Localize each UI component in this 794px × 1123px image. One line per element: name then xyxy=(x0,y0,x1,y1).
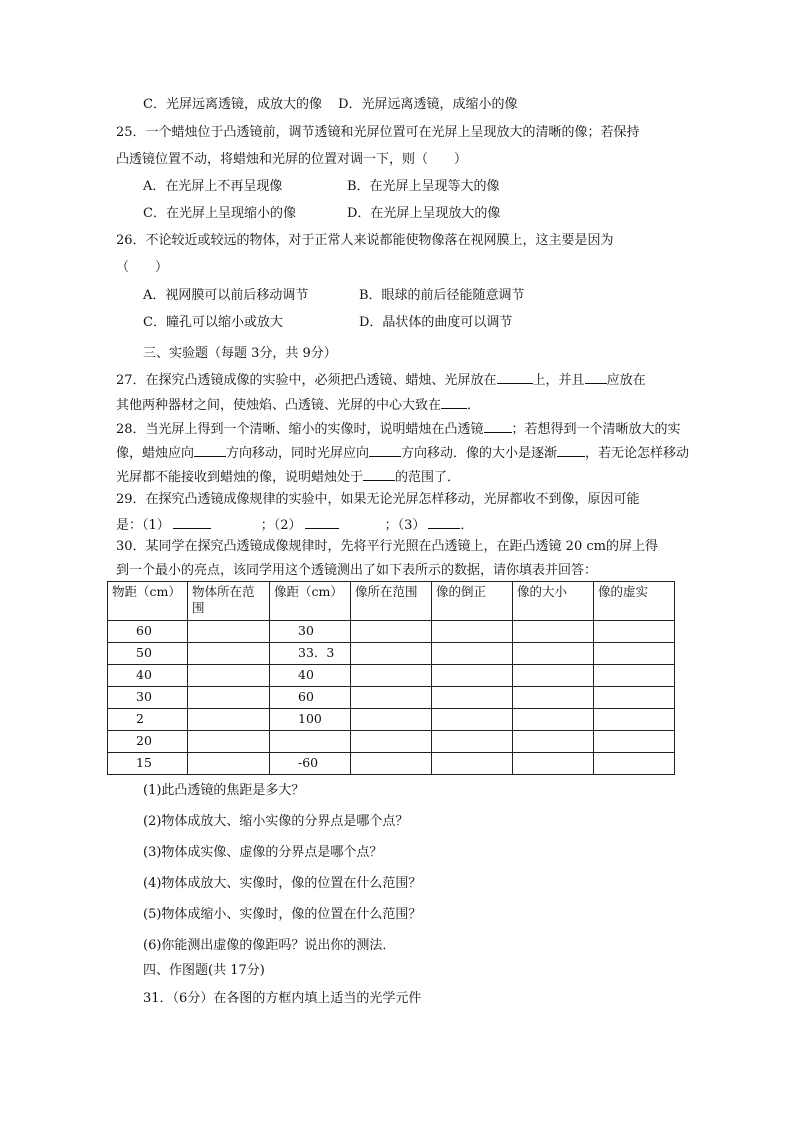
q28-blank-3 xyxy=(369,445,401,457)
q29-line1: 29．在探究凸透镜成像规律的实验中，如果无论光屏怎样移动，光屏都收不到像，原因可能 xyxy=(116,492,640,507)
q30-sub-2: (2)物体成放大、缩小实像的分界点是哪个点？ xyxy=(143,814,409,829)
cell-image-range xyxy=(351,753,432,775)
cell-object-distance: 2 xyxy=(108,709,188,731)
q29-text-4: ． xyxy=(460,518,474,533)
cell-object-range xyxy=(188,687,270,709)
cell-image-orientation xyxy=(432,709,513,731)
q27-blank-2 xyxy=(585,372,607,384)
cell-image-nature xyxy=(594,731,675,753)
q27-blank-1 xyxy=(497,372,533,384)
cell-object-range xyxy=(188,709,270,731)
q26-stem-line1: 26．不论较近或较远的物体，对于正常人来说都能使物像落在视网膜上，这主要是因为 xyxy=(116,233,614,248)
header-image-nature: 像的虚实 xyxy=(594,582,675,621)
table-row xyxy=(108,731,675,753)
header-image-orientation: 像的倒正 xyxy=(432,582,513,621)
cell-object-distance: 15 xyxy=(108,753,188,775)
cell-image-range xyxy=(351,731,432,753)
cell-object-distance: 20 xyxy=(108,731,188,753)
q24-option-d: D．光屏远离透镜，成缩小的像 xyxy=(338,97,518,112)
q28-text-6: ，若无论怎样移动 xyxy=(585,446,690,461)
cell-image-orientation xyxy=(432,731,513,753)
cell-image-range xyxy=(351,621,432,643)
q27-text-4: 其他两种器材之间，使烛焰、凸透镜、光屏的中心大致在 xyxy=(116,398,442,413)
q27-text-5: ． xyxy=(467,398,481,413)
cell-image-size xyxy=(513,643,594,665)
q28-text-4: 方向移动，同时光屏应向 xyxy=(226,446,370,461)
cell-image-distance: 60 xyxy=(270,687,351,709)
table-row xyxy=(108,753,675,775)
q28-blank-1 xyxy=(484,421,512,433)
cell-object-distance: 40 xyxy=(108,665,188,687)
cell-image-orientation xyxy=(432,643,513,665)
q25-option-a: A．在光屏上不再呈现像 xyxy=(143,179,283,194)
cell-image-range xyxy=(351,709,432,731)
q28-text-7: 光屏都不能接收到蜡烛的像，说明蜡烛处于 xyxy=(116,470,364,485)
q30-sub-1: (1)此凸透镜的焦距是多大？ xyxy=(143,783,305,798)
cell-object-distance: 50 xyxy=(108,643,188,665)
q31-stem: 31．（6分）在各图的方框内填上适当的光学元件 xyxy=(143,991,422,1006)
section4-title: 四、作图题(共 17分) xyxy=(143,963,265,978)
q27-blank-3 xyxy=(441,397,467,409)
q29-blank-3 xyxy=(428,517,460,529)
q28-line3 xyxy=(116,469,460,484)
cell-image-range xyxy=(351,643,432,665)
cell-image-range xyxy=(351,665,432,687)
q28-text-8: 的范围了． xyxy=(395,470,461,485)
cell-image-nature xyxy=(594,665,675,687)
q29-blank-2 xyxy=(305,517,339,529)
q27-line1 xyxy=(116,372,646,387)
cell-image-distance: 30 xyxy=(270,621,351,643)
cell-object-distance: 60 xyxy=(108,621,188,643)
cell-image-distance: 40 xyxy=(270,665,351,687)
cell-image-distance: 100 xyxy=(270,709,351,731)
q25-option-c: C．在光屏上呈现缩小的像 xyxy=(143,206,296,221)
q30-sub-4: (4)物体成放大、实像时，像的位置在什么范围？ xyxy=(143,876,422,891)
q26-option-b: B．眼球的前后径能随意调节 xyxy=(359,288,525,303)
cell-object-distance: 30 xyxy=(108,687,188,709)
cell-image-distance xyxy=(270,731,351,753)
q28-line2 xyxy=(116,445,689,460)
header-image-distance: 像距（cm） xyxy=(270,582,351,621)
cell-image-orientation xyxy=(432,687,513,709)
q28-text-2: ；若想得到一个清晰放大的实 xyxy=(511,422,681,437)
header-object-distance: 物距（cm） xyxy=(108,582,188,621)
cell-image-nature xyxy=(594,687,675,709)
q26-option-a: A．视网膜可以前后移动调节 xyxy=(143,288,309,303)
table-header-row xyxy=(108,582,675,621)
cell-object-range xyxy=(188,643,270,665)
q25-stem-line1: 25．一个蜡烛位于凸透镜前，调节透镜和光屏位置可在光屏上呈现放大的清晰的像；若保持 xyxy=(116,125,640,140)
q26-option-d: D．晶状体的曲度可以调节 xyxy=(359,315,513,330)
header-image-size: 像的大小 xyxy=(513,582,594,621)
q26-option-c: C．瞳孔可以缩小或放大 xyxy=(143,315,283,330)
q28-line1 xyxy=(116,421,681,436)
q29-blank-1 xyxy=(173,517,211,529)
cell-image-size xyxy=(513,665,594,687)
cell-image-size xyxy=(513,731,594,753)
q24-option-c: C．光屏远离透镜，成放大的像 xyxy=(143,97,322,112)
header-image-range: 像所在范围 xyxy=(351,582,432,621)
cell-image-distance: -60 xyxy=(270,753,351,775)
cell-image-nature xyxy=(594,621,675,643)
header-object-range: 物体所在范围 xyxy=(188,582,270,621)
q29-text-2: ；（2） xyxy=(260,518,302,533)
q30-sub-5: (5)物体成缩小、实像时，像的位置在什么范围？ xyxy=(143,907,422,922)
cell-object-range xyxy=(188,731,270,753)
cell-object-range xyxy=(188,621,270,643)
section3-title: 三、实验题（每题 3分，共 9分） xyxy=(143,346,337,361)
cell-image-orientation xyxy=(432,621,513,643)
q28-blank-4 xyxy=(557,445,585,457)
q27-text-2: 上，并且 xyxy=(532,373,585,388)
table-row xyxy=(108,643,675,665)
table-row xyxy=(108,665,675,687)
q30-stem-line2: 到一个最小的亮点，该同学用这个透镜测出了如下表所示的数据，请你填表并回答： xyxy=(116,563,598,578)
cell-image-nature xyxy=(594,643,675,665)
cell-object-range xyxy=(188,665,270,687)
q29-line2 xyxy=(116,517,473,532)
q28-text-1: 28．当光屏上得到一个清晰、缩小的实像时，说明蜡烛在凸透镜 xyxy=(116,422,484,437)
q27-text-1: 27．在探究凸透镜成像的实验中，必须把凸透镜、蜡烛、光屏放在 xyxy=(116,373,497,388)
cell-image-orientation xyxy=(432,665,513,687)
q30-stem-line1: 30．某同学在探究凸透镜成像规律时，先将平行光照在凸透镜上，在距凸透镜 20 cm的屏上得 xyxy=(116,539,658,554)
q28-blank-2 xyxy=(194,445,226,457)
table-row xyxy=(108,621,675,643)
cell-image-nature xyxy=(594,709,675,731)
q26-stem-line2: （ ） xyxy=(116,260,169,275)
q27-line2 xyxy=(116,397,480,412)
q28-text-3: 像，蜡烛应向 xyxy=(116,446,195,461)
q29-text-3: ；（3） xyxy=(384,518,426,533)
lens-data-table xyxy=(107,581,675,775)
cell-image-nature xyxy=(594,753,675,775)
q27-text-3: 应放在 xyxy=(606,373,646,388)
cell-image-orientation xyxy=(432,753,513,775)
q28-blank-5 xyxy=(363,469,395,481)
q30-sub-6: (6)你能测出虚像的像距吗？说出你的测法． xyxy=(143,938,396,953)
table-row xyxy=(108,687,675,709)
cell-image-size xyxy=(513,621,594,643)
cell-image-distance: 33．3 xyxy=(270,643,351,665)
cell-object-range xyxy=(188,753,270,775)
cell-image-range xyxy=(351,687,432,709)
q28-text-5: 方向移动．像的大小是逐渐 xyxy=(401,446,558,461)
cell-image-size xyxy=(513,687,594,709)
table-row xyxy=(108,709,675,731)
q29-text-1: 是：（1） xyxy=(116,518,170,533)
q30-sub-3: (3)物体成实像、虚像的分界点是哪个点？ xyxy=(143,845,383,860)
q25-stem-line2: 凸透镜位置不动，将蜡烛和光屏的位置对调一下，则（ ） xyxy=(116,152,468,167)
cell-image-size xyxy=(513,753,594,775)
q24-options-cd xyxy=(143,98,518,111)
cell-image-size xyxy=(513,709,594,731)
q25-option-d: D．在光屏上呈现放大的像 xyxy=(347,206,501,221)
q25-option-b: B．在光屏上呈现等大的像 xyxy=(347,179,500,194)
